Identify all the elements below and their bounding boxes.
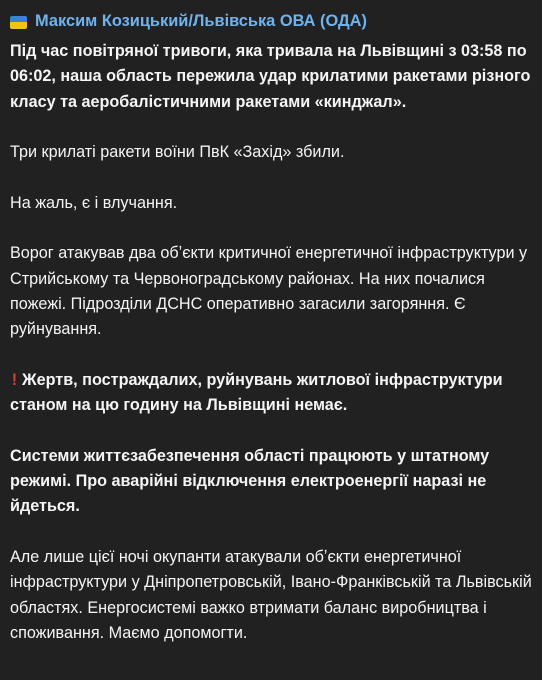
red-exclamation-icon: ! — [11, 370, 18, 389]
message-header — [10, 9, 532, 35]
paragraph-intro: Під час повітряної тривоги, яка тривала на Львівщині з 03:58 по 06:02, наша область пережила удар крилатими ракетами різного класу та аеробалістичними ракетами «кинджал». — [10, 42, 531, 111]
paragraph-life-support: Системи життєзабезпечення області працюють у штатному режимі. Про аварійні відключення електроенергії наразі не йдеться. — [10, 446, 490, 516]
paragraph-hits: На жаль, є і влучання. — [10, 193, 178, 212]
paragraph-energy-attack: Ворог атакував два обʼєкти критичної енергетичної інфраструктури у Стрийському та Червоноградському районах. На них почалися пожежі. Підрозділи ДСНС оперативно загасили загоряння. Є руйнування. — [10, 244, 528, 339]
author-name[interactable]: Максим Козицький/Львівська ОВА (ОДА) — [35, 12, 367, 31]
paragraph-no-casualties — [10, 368, 532, 419]
paragraph-intercepted: Три крилаті ракети воїни ПвК «Захід» збили. — [10, 143, 345, 162]
ukraine-flag-icon — [10, 16, 27, 29]
paragraph-no-casualties-text: Жертв, постраждалих, руйнувань житлової інфраструктури станом на цю годину на Львівщині немає. — [10, 370, 503, 415]
paragraph-regions: Але лише цієї ночі окупанти атакували обʼєкти енергетичної інфраструктури у Дніпропетровській, Івано-Франківській та Львівській областях. Енергосистемі важко втримати баланс виробництва і споживання. Маємо допомогти. — [10, 547, 532, 642]
